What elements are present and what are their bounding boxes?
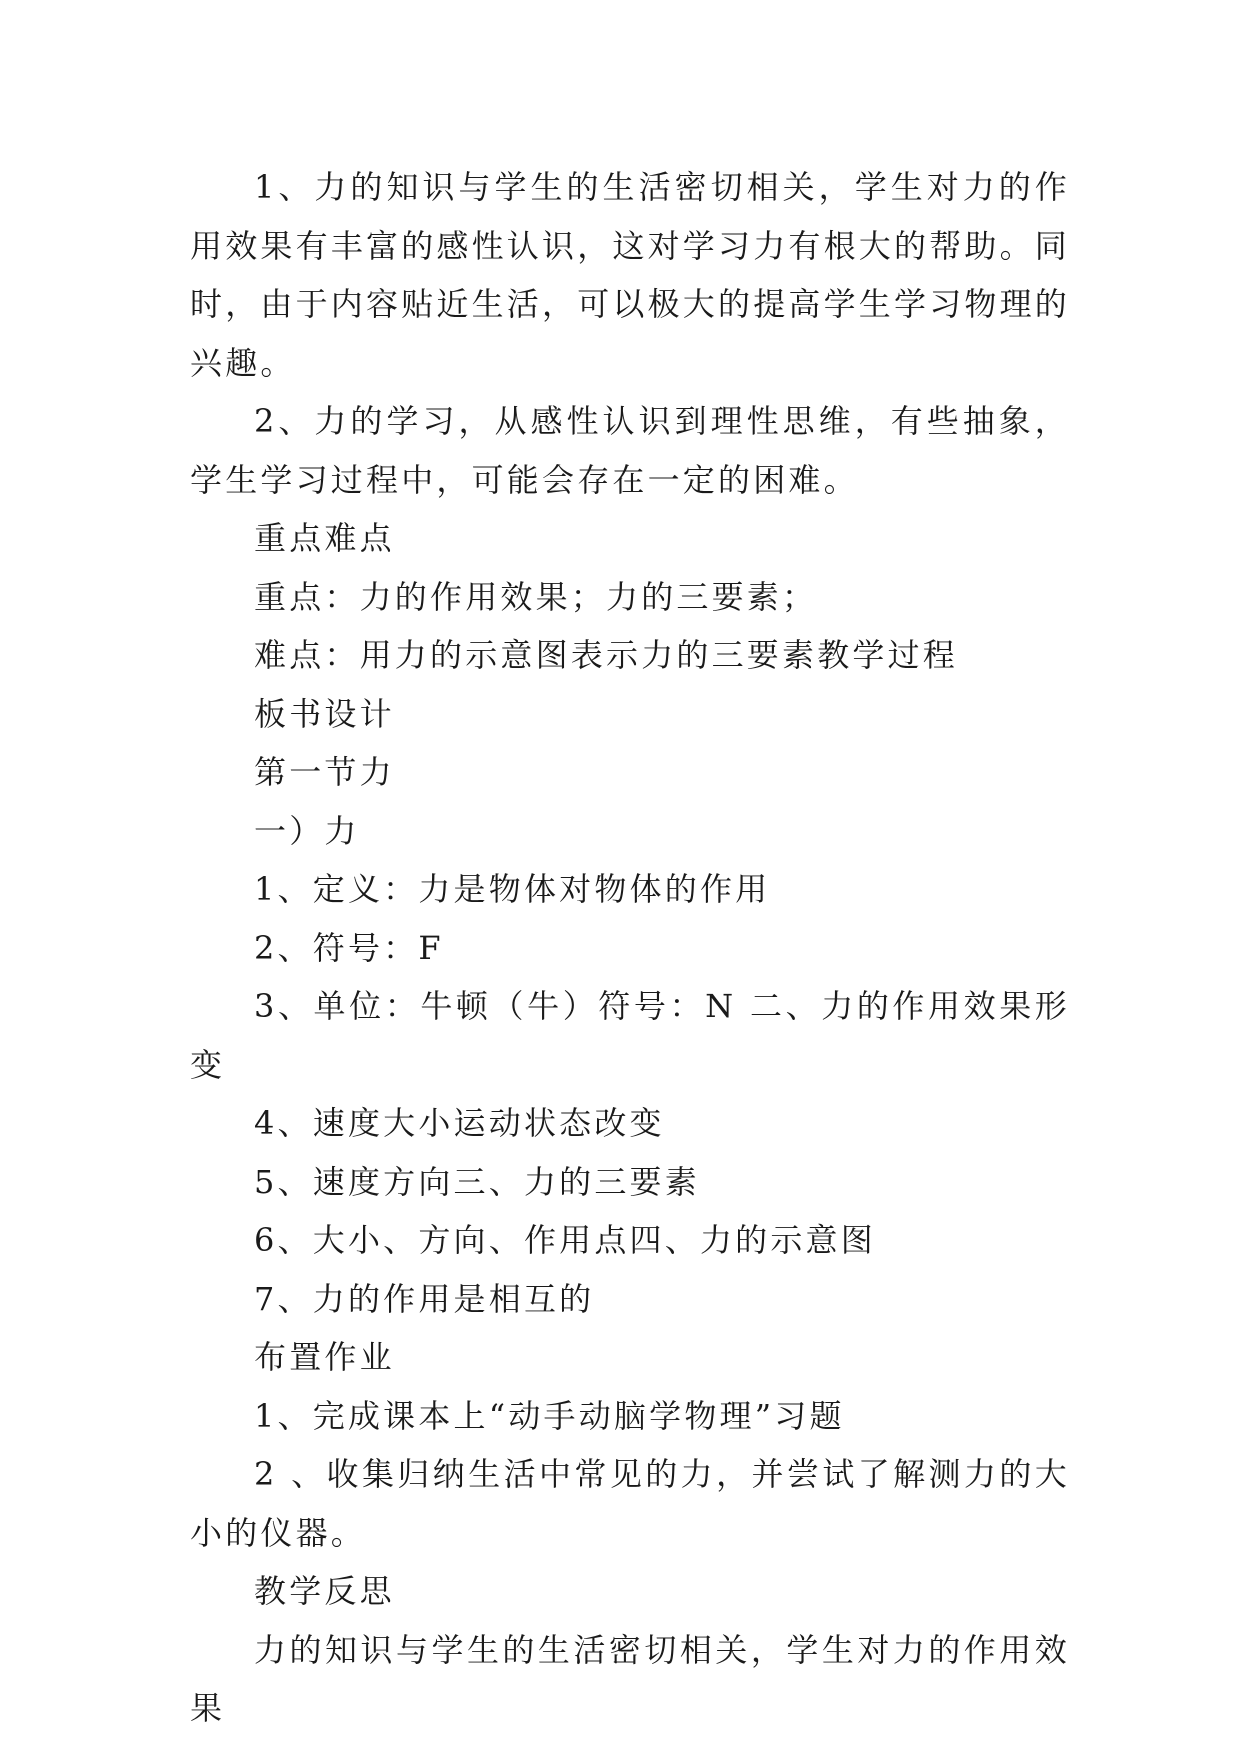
section-heading-homework: 布置作业 bbox=[254, 1338, 395, 1376]
board-item-2: 2、符号：F bbox=[254, 928, 444, 967]
paragraph-intro-1: 1、力的知识与学生的生活密切相关，学生对力的作用效果有丰富的感性认识，这对学习力有根大的帮助。同时，由于内容贴近生活，可以极大的提高学生学习物理的兴趣。 bbox=[190, 168, 1071, 382]
homework-item-1: 1、完成课本上“动手动脑学物理”习题 bbox=[254, 1396, 845, 1435]
paragraph-intro-2: 2、力的学习，从感性认识到理性思维，有些抽象，学生学习过程中，可能会存在一定的困难。 bbox=[190, 402, 1070, 499]
board-title: 第一节力 bbox=[254, 753, 395, 791]
section-heading-key-points: 重点难点 bbox=[254, 519, 395, 557]
section-heading-reflection: 教学反思 bbox=[254, 1572, 395, 1610]
board-item-5: 5、速度方向三、力的三要素 bbox=[254, 1162, 700, 1201]
section-heading-board-design: 板书设计 bbox=[254, 694, 395, 733]
document-body bbox=[190, 158, 1070, 1738]
board-subtitle: 一）力 bbox=[254, 811, 360, 850]
board-item-3: 3、单位：牛顿（牛）符号：N 二、力的作用效果形变 bbox=[190, 987, 1070, 1084]
homework-item-2: 2 、收集归纳生活中常见的力，并尝试了解测力的大小的仪器。 bbox=[190, 1455, 1070, 1552]
paragraph-reflection: 力的知识与学生的生活密切相关，学生对力的作用效果 bbox=[190, 1630, 1070, 1727]
paragraph-difficulty: 难点：用力的示意图表示力的三要素教学过程 bbox=[254, 636, 959, 674]
board-item-4: 4、速度大小运动状态改变 bbox=[254, 1104, 665, 1142]
paragraph-key-point: 重点：力的作用效果；力的三要素； bbox=[254, 577, 818, 616]
board-item-7: 7、力的作用是相互的 bbox=[254, 1279, 595, 1318]
board-item-1: 1、定义：力是物体对物体的作用 bbox=[254, 870, 771, 908]
board-item-6: 6、大小、方向、作用点四、力的示意图 bbox=[254, 1221, 876, 1259]
